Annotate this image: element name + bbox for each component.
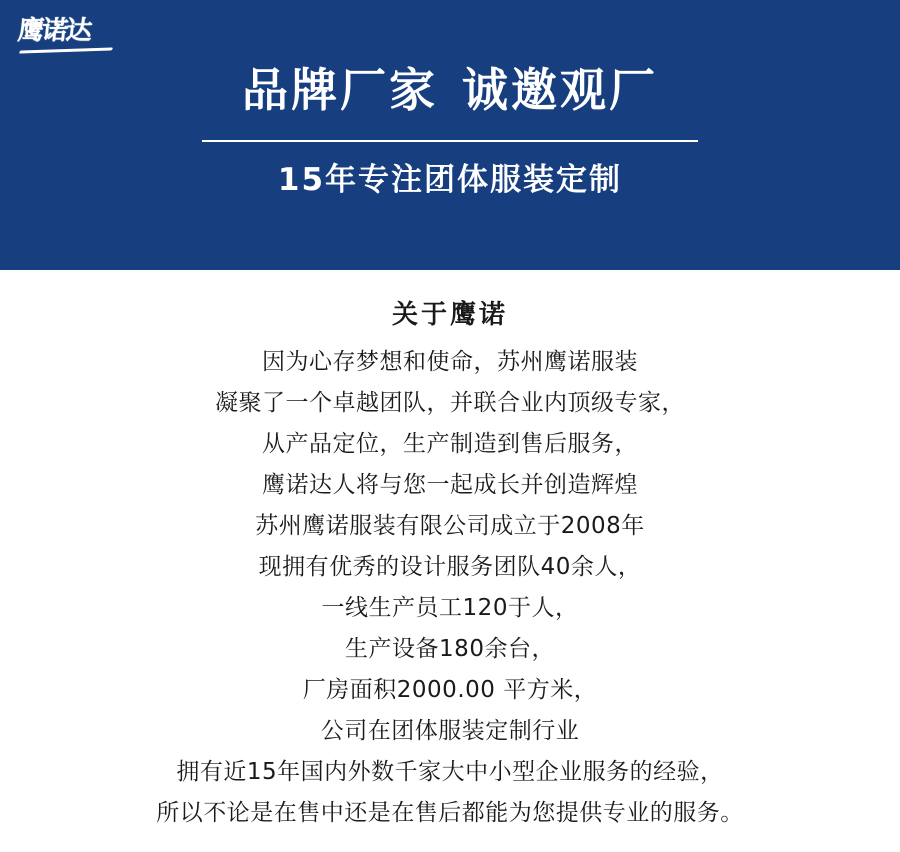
about-line: 现拥有优秀的设计服务团队40余人， (258, 554, 642, 580)
about-line: 从产品定位，生产制造到售后服务， (262, 431, 638, 457)
about-line: 苏州鹰诺服装有限公司成立于2008年 (255, 513, 645, 539)
about-line: 拥有近15年国内外数千家大中小型企业服务的经验， (176, 759, 724, 785)
banner-title-part-2: 诚邀观厂 (462, 63, 658, 117)
about-line: 公司在团体服装定制行业 (320, 718, 580, 744)
about-line: 所以不论是在售中还是在售后都能为您提供专业的服务。 (156, 800, 744, 826)
about-line: 因为心存梦想和使命，苏州鹰诺服装 (262, 349, 638, 375)
section-heading: 关于鹰诺 (391, 300, 508, 330)
banner-divider (202, 140, 698, 142)
brand-wordmark-icon: 鹰诺达 (16, 16, 92, 46)
about-paragraph (0, 342, 900, 834)
banner-subtitle: 15年专注团体服装定制 (277, 162, 623, 198)
about-line: 生产设备180余台， (345, 636, 555, 662)
about-line: 凝聚了一个卓越团队，并联合业内顶级专家， (215, 390, 685, 416)
about-section (0, 270, 900, 834)
about-line: 一线生产员工120于人， (321, 595, 579, 621)
banner-title-part-1: 品牌厂家 (242, 63, 438, 117)
banner-title (242, 62, 658, 118)
about-line: 鹰诺达人将与您一起成长并创造辉煌 (262, 472, 638, 498)
banner-text-block (0, 0, 900, 270)
about-line: 厂房面积2000.00 平方米， (302, 677, 598, 703)
hero-banner (0, 0, 900, 270)
